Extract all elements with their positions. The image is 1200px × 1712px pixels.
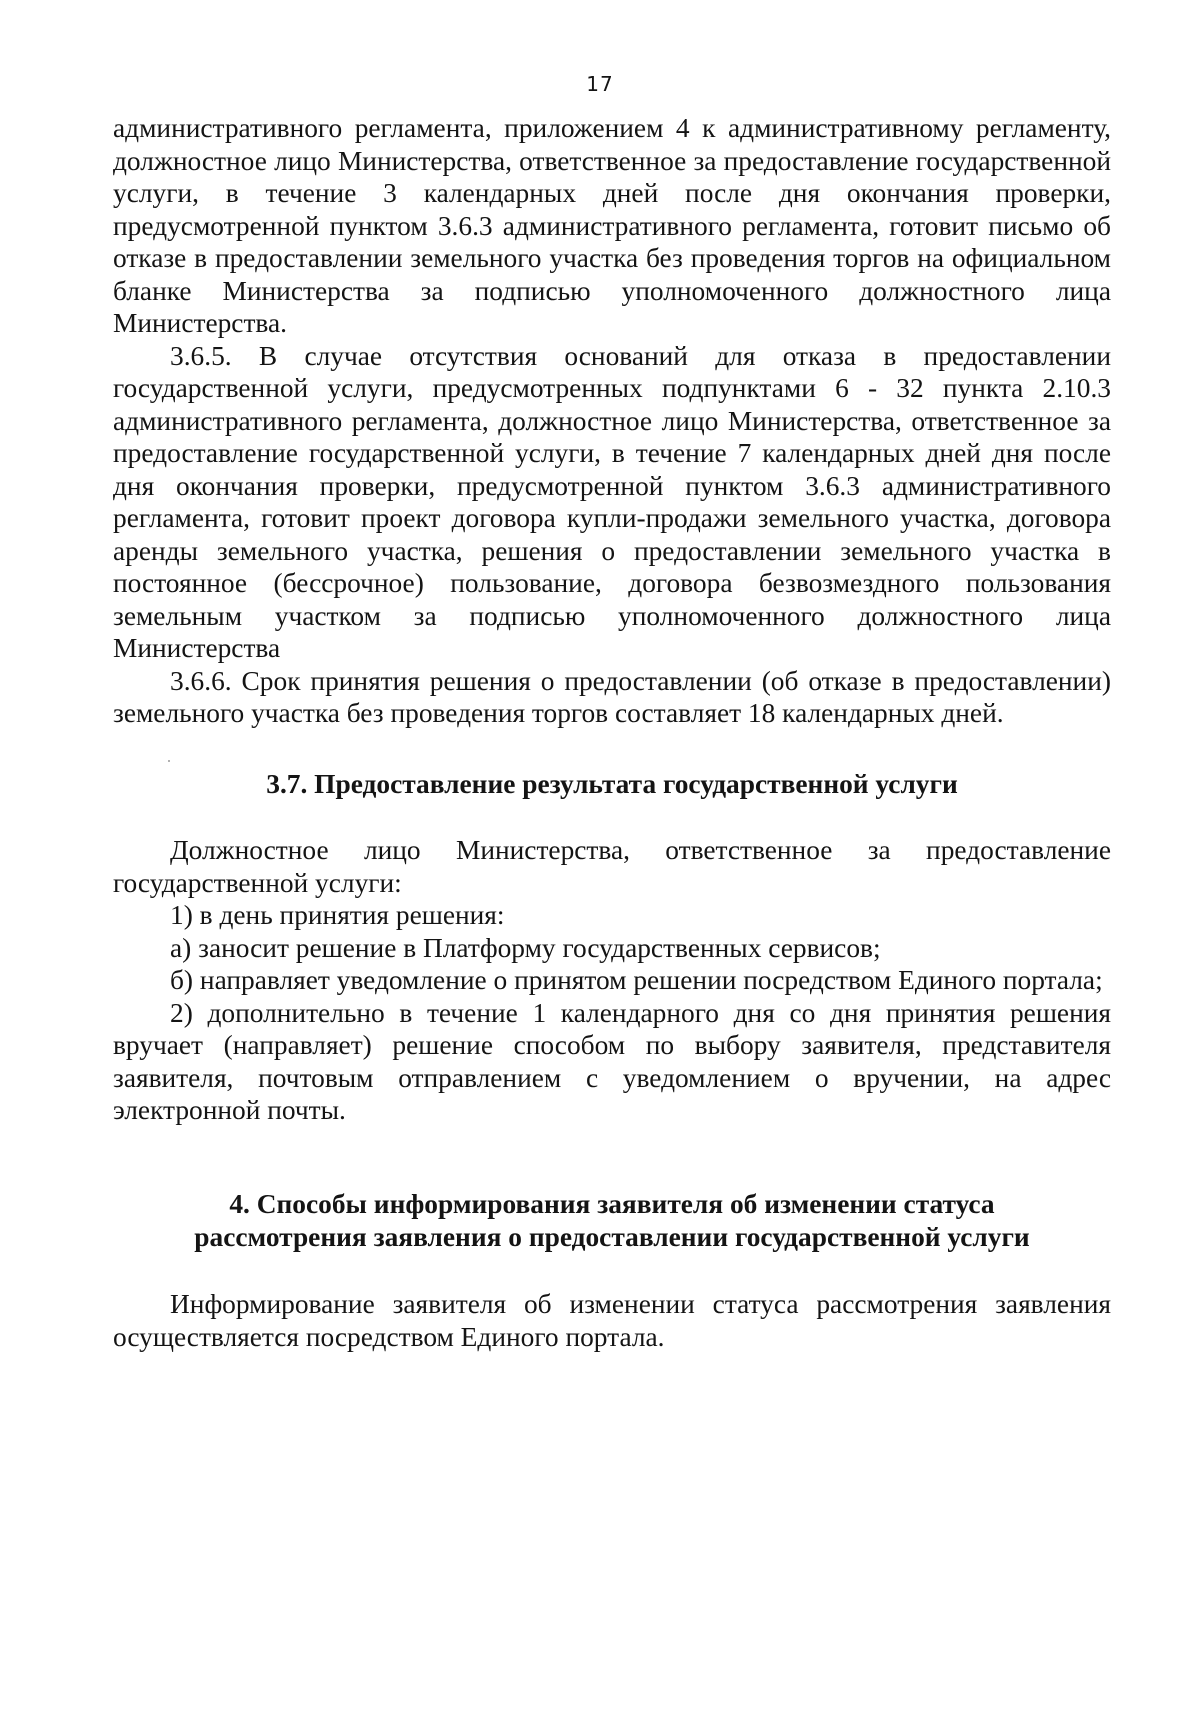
paragraph-3-6-5: 3.6.5. В случае отсутствия оснований для отказа в предоставлении государственной услуги, предусмотренных подпунктами 6 - 32 пункта 2.10.3 административного регламента, должностное лицо Министерства, ответственное за предоставление государственной услуги, в течение 7 календарных дней дня после дня окончания проверки, предусмотренной пунктом 3.6.3 административного регламента, готовит проект договора купли-продажи земельного участка, договора аренды земельного участка, решения о предоставлении земельного участка в постоянное (бессрочное) пользование, договора безвозмездного пользования земельным участком за подписью уполномоченного должностного лица Министерства	[113, 340, 1111, 663]
list-item-1a: а) заносит решение в Платформу государственных сервисов;	[170, 932, 881, 963]
paragraph-block-4	[113, 1288, 1111, 1353]
section-heading-4-line-1: 4. Способы информирования заявителя об изменении статуса	[229, 1189, 995, 1219]
list-item-1: 1) в день принятия решения:	[170, 900, 505, 930]
list-item-2: 2) дополнительно в течение 1 календарного дня со дня принятия решения вручает (направляет) решение способом по выбору заявителя, представителя заявителя, почтовым отправлением с уведомлением о вручении, на адрес электронной почты.	[113, 997, 1111, 1125]
paragraph-3-6-6: 3.6.6. Срок принятия решения о предоставлении (об отказе в предоставлении) земельного участка без проведения торгов составляет 18 календарных дней.	[113, 665, 1111, 728]
section-heading-3-7: 3.7. Предоставление результата государственной услуги	[266, 769, 958, 799]
paragraph-continuation: административного регламента, приложением 4 к административному регламенту, должностное лицо Министерства, ответственное за предоставление государственной услуги, в течение 3 календарных дней после дня окончания проверки, предусмотренной пунктом 3.6.3 административного регламента, готовит письмо об отказе в предоставлении земельного участка без проведения торгов на официальном бланке Министерства за подписью уполномоченного должностного лица Министерства.	[113, 113, 1111, 338]
list-item-1b: б) направляет уведомление о принятом решении посредством Единого портала;	[170, 965, 1103, 995]
paragraph-block-3-6	[113, 112, 1111, 730]
paragraph-block-3-7	[113, 834, 1111, 1127]
section-heading-4-line-2: рассмотрения заявления о предоставлении государственной услуги	[194, 1222, 1030, 1252]
scan-speck	[168, 760, 170, 762]
paragraph-informing: Информирование заявителя об изменении статуса рассмотрения заявления осуществляется посредством Единого портала.	[113, 1289, 1111, 1352]
paragraph-official-intro: Должностное лицо Министерства, ответственное за предоставление государственной услуги:	[113, 835, 1111, 898]
section-heading-4	[113, 1188, 1111, 1254]
page-number: 17	[586, 72, 614, 96]
